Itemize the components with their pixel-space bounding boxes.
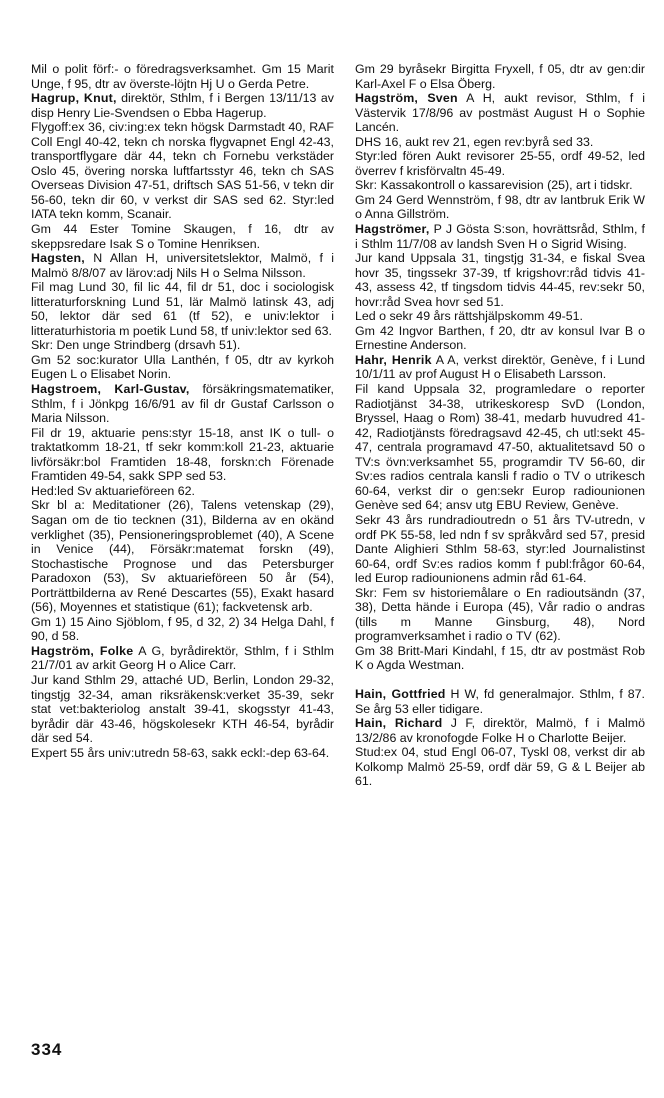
paragraph (31, 484, 334, 499)
paragraph (355, 251, 645, 309)
entry-text: Gm 52 soc:kurator Ulla Lanthén, f 05, dtr av kyrkoh Eugen L o Elisabet Norin. (31, 352, 334, 382)
entry-text: Led o sekr 49 års rättshjälpskomm 49-51. (355, 309, 583, 324)
entry-text: Gm 24 Gerd Wennström, f 98, dtr av lantbruk Erik W o Anna Gillström. (355, 192, 645, 222)
paragraph (355, 135, 645, 150)
entry-name: Hagrup, Knut, (31, 91, 117, 106)
entry-text: Fil mag Lund 30, fil lic 44, fil dr 51, doc i sociologisk litteraturforskning Lund 51, lär Malmö latinsk 43, adj 50, lektor där sed 61 (tf 52), e univ:lektor i litteraturhistoria m poetik Lund 58, tf univ:lektor sed 63. (31, 280, 334, 338)
paragraph (355, 222, 645, 251)
entry-text: DHS 16, aukt rev 21, egen rev:byrå sed 33. (355, 134, 594, 149)
entry-name: Hahr, Henrik (355, 352, 432, 367)
entry-text: direktör, Sthlm, f i Bergen 13/11/13 av disp Henry Lie-Svendsen o Ebba Hagerup. (31, 91, 334, 120)
entry-text: A H, aukt revisor, Sthlm, f i Västervik 17/8/96 av postmäst August H o Sophie Lancén. (355, 91, 645, 135)
paragraph (355, 745, 645, 789)
entry-text: H W, fd generalmajor. Sthlm, f 87. Se årg 53 eller tidigare. (355, 686, 645, 716)
paragraph (355, 91, 645, 135)
entry-text: Skr: Den unge Strindberg (drsavh 51). (31, 338, 241, 353)
entry-text: Expert 55 års univ:utredn 58-63, sakk eckl:-dep 63-64. (31, 745, 330, 760)
entry-name: Hain, Gottfried (355, 686, 446, 701)
entry-text: P J Gösta S:son, hovrättsråd, Sthlm, f i Sthlm 11/7/08 av landsh Sven H o Sigrid Wising. (355, 222, 645, 251)
paragraph (355, 382, 645, 513)
page-number: 334 (31, 1040, 63, 1059)
entry-text: Flygoff:ex 36, civ:ing:ex tekn högsk Darmstadt 40, RAF Coll Engl 40-42, tekn ch norska flygvapnet Engl 42-43, transportflygare där 44, tekn ch Fornebu verkstäder Oslo 45, övering norska luftfartsstyr 46, tekn ch SAS Overseas Division 47-51, driftsch SAS 51-56, v tekn dir 56-60, tekn dir 60, v verkst dir SAS sed 62. Styr:led IATA tekn komm, Scanair. (31, 120, 334, 222)
entry-text: Jur kand Uppsala 31, tingstjg 31-34, e fiskal Svea hovr 35, tingssekr 37-39, tf krigshovr:råd tidvis 41-43, assess 42, tf tingsdom tidvis 44-45, rev:sekr 50, hovr:råd Svea hovr sed 51. (355, 251, 645, 309)
paragraph (31, 382, 334, 426)
entry-name: Hagstroem, Karl-Gustav, (31, 382, 190, 397)
entry-text: A G, byrådirektör, Sthlm, f i Sthlm 21/7/01 av arkit Georg H o Alice Carr. (31, 643, 334, 673)
paragraph (355, 193, 645, 222)
paragraph (31, 91, 334, 120)
entry-text: Gm 1) 15 Aino Sjöblom, f 95, d 32, 2) 34 Helga Dahl, f 90, d 58. (31, 614, 334, 644)
paragraph (31, 222, 334, 251)
paragraph (355, 513, 645, 586)
paragraph (355, 324, 645, 353)
entry-text: Fil kand Uppsala 32, programledare o reporter Radiotjänst 34-38, utrikeskoresp SvD (London, Bryssel, Haag o Rom) 38-41, medarb huvudred 41-42, Radiotjänsts föredragsavd 42-45, ch utl:sekt 45-47, centrala programavd 47-50, aktualitetsavd 50 o TV:s övn:verksamhet 55, programdir TV 56-60, dir Sv:es radios centrala kansli f radio o TV o utrikesch 60-64, verkst dir o gen:sekr Europ radiounionen Genève sed 64; ansv utg EBU Review, Genève. (355, 382, 645, 513)
left-column (31, 62, 334, 760)
entry-name: Hain, Richard (355, 716, 443, 731)
paragraph (355, 586, 645, 644)
entry-text: Hed:led Sv aktuarieföreen 62. (31, 483, 195, 498)
paragraph (31, 426, 334, 484)
entry-text: Mil o polit förf:- o föredragsverksamhet. Gm 15 Marit Unge, f 95, dtr av överste-löjtn Hj U o Gerda Petre. (31, 62, 334, 91)
paragraph (355, 716, 645, 745)
paragraph (31, 673, 334, 746)
paragraph (31, 338, 334, 353)
paragraph (355, 644, 645, 673)
entry-text: Gm 44 Ester Tomine Skaugen, f 16, dtr av skeppsredare Isak S o Tomine Henriksen. (31, 222, 334, 251)
entry-text: J F, direktör, Malmö, f i Malmö 13/2/86 av kronofogde Folke H o Charlotte Beijer. (355, 716, 646, 745)
paragraph (31, 353, 334, 382)
entry-text: Gm 42 Ingvor Barthen, f 20, dtr av konsul Ivar B o Ernestine Anderson. (355, 323, 645, 353)
paragraph (31, 498, 334, 614)
paragraph (31, 746, 334, 761)
paragraph (355, 178, 645, 193)
entry-text: försäkringsmatematiker, Sthlm, f i Jönkpg 16/6/91 av fil dr Gustaf Carlsson o Maria Nilsson. (31, 382, 334, 426)
entry-name: Hagströmer, (355, 222, 430, 237)
entry-text: N Allan H, universitetslektor, Malmö, f i Malmö 8/8/07 av lärov:adj Nils H o Selma Nilsson. (31, 251, 334, 280)
paragraph (355, 309, 645, 324)
paragraph (355, 353, 645, 382)
paragraph (31, 615, 334, 644)
entry-text: Skr: Fem sv historiemålare o En radioutsändn (37, 38), Detta hände i Europa (45), Vår radio o andras (tills m Manne Ginsburg, 48), Nord programverksamhet i radio o TV (62). (355, 585, 645, 644)
entry-text: Styr:led fören Aukt revisorer 25-55, ordf 49-52, led överrev f krisförvaltn 45-49. (355, 149, 645, 178)
paragraph (31, 280, 334, 338)
paragraph (31, 62, 334, 91)
entry-name: Hagström, Sven (355, 91, 458, 106)
paragraph (355, 687, 645, 716)
entry-text: A A, verkst direktör, Genève, f i Lund 10/1/11 av prof August H o Elisabeth Larsson. (355, 352, 645, 382)
paragraph (31, 644, 334, 673)
right-column (355, 62, 645, 789)
entry-text: Stud:ex 04, stud Engl 06-07, Tyskl 08, verkst dir ab Kolkomp Malmö 25-59, ordf där 59, G & L Beijer ab 61. (355, 745, 645, 789)
entry-text: Gm 29 byråsekr Birgitta Fryxell, f 05, dtr av gen:dir Karl-Axel F o Elsa Öberg. (355, 62, 645, 91)
paragraph (31, 120, 334, 222)
paragraph (355, 62, 645, 91)
paragraph (355, 149, 645, 178)
paragraph (31, 251, 334, 280)
entry-name: Hagsten, (31, 251, 85, 266)
entry-text: Fil dr 19, aktuarie pens:styr 15-18, anst IK o tull- o traktatkomm 18-21, tf sekr komm:koll 21-23, aktuarie livförsäkr:bol Framtiden 18-48, forskn:ch Förenade Framtiden 49-54, sakk SPP sed 53. (31, 425, 334, 484)
entry-text: Sekr 43 års rundradioutredn o 51 års TV-utredn, v ordf PK 55-58, led ndn f sv språkvård sed 57, presid Dante Alighieri Sthlm 58-63, styr:led Journalistinst 60-64, ordf Sv:es radios komm f publ:frågor 60-64, led Europ radiounionens admin råd 61-64. (355, 512, 645, 586)
entry-text: Skr: Kassakontroll o kassarevision (25), art i tidskr. (355, 178, 633, 193)
entry-text: Gm 38 Britt-Mari Kindahl, f 15, dtr av postmäst Rob K o Agda Westman. (355, 643, 645, 673)
entry-name: Hagström, Folke (31, 643, 134, 658)
entry-text: Jur kand Sthlm 29, attaché UD, Berlin, London 29-32, tingstjg 32-34, aman riksräkensk:verket 35-39, sekr stat vet:bakteriolog anstalt 39-41, skogsstyr 41-43, byrådir där 43-46, högskolesekr KTH 46-54, byrådir där sed 54. (31, 672, 334, 746)
entry-text: Skr bl a: Meditationer (26), Talens vetenskap (29), Sagan om de tio tecknen (31), Bilderna av en okänd verklighet (35), Pensioneringsproblemet (40), A Scene in Venice (44), Försäkr:matemat forskn (49), Stochastische Prognose und das Petersburger Paradoxon (53), Sv aktuarieföreen 50 år (54), Porträttbilderna av René Descartes (55), Exakt hasard (56), Moyennes et statistique (61); fackvetensk arb. (31, 498, 334, 615)
